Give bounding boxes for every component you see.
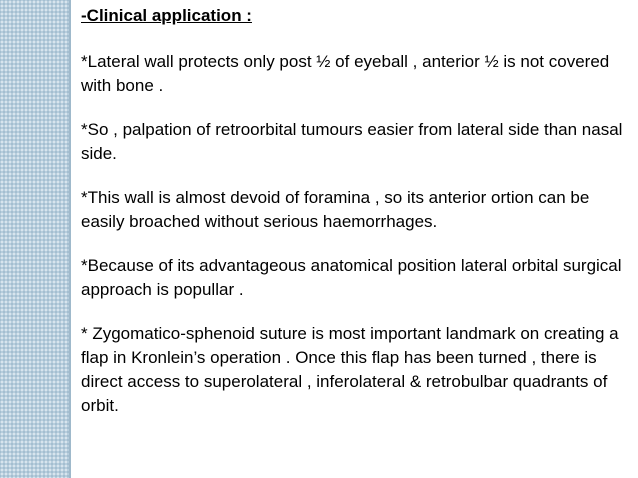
paragraph-surgical-approach: *Because of its advantageous anatomical position lateral orbital surgical approach is popullar .	[81, 256, 622, 299]
paragraph-palpation: *So , palpation of retroorbital tumours easier from lateral side than nasal side.	[81, 120, 623, 163]
slide-content	[81, 4, 629, 438]
paragraph-kronlein-operation: * Zygomatico-sphenoid suture is most important landmark on creating a flap in Kronlein’s operation . Once this flap has been turned , there is direct access to superolateral , inferolateral & retrobulbar quadrants of orbit.	[81, 324, 619, 415]
side-band-edge	[69, 0, 71, 478]
decorative-side-band	[0, 0, 69, 478]
paragraph-lateral-wall: *Lateral wall protects only post ½ of eyeball , anterior ½ is not covered with bone .	[81, 52, 610, 95]
paragraph-foramina: *This wall is almost devoid of foramina , so its anterior ortion can be easily broached without serious haemorrhages.	[81, 188, 590, 231]
slide-heading: -Clinical application :	[81, 6, 252, 25]
